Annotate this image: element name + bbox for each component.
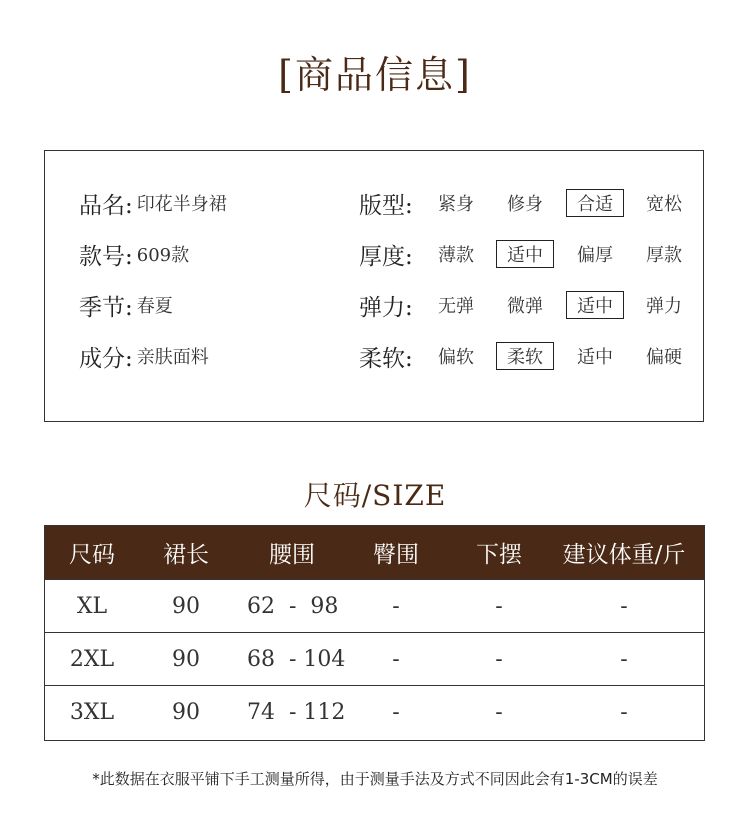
table-cell: - bbox=[620, 699, 628, 725]
table-cell: XL bbox=[76, 593, 108, 619]
measurement-footnote: *此数据在衣服平铺下手工测量所得，由于测量手法及方式不同因此会有1-3CM的误差 bbox=[92, 770, 658, 788]
info-key: 弹力: bbox=[359, 294, 413, 321]
table-cell: - bbox=[392, 646, 400, 672]
table-cell: 62 - 98 bbox=[247, 593, 339, 619]
option-item: 修身 bbox=[507, 194, 543, 215]
table-row bbox=[45, 579, 704, 632]
info-right-pair bbox=[359, 234, 413, 274]
info-left-pair bbox=[79, 336, 209, 376]
info-key: 品名: bbox=[79, 192, 133, 219]
table-cell: 90 bbox=[172, 699, 200, 725]
info-left-pair bbox=[79, 234, 189, 274]
option-item: 弹力 bbox=[646, 296, 682, 317]
page-title: [商品信息] bbox=[278, 53, 472, 97]
option-item-selected: 适中 bbox=[566, 291, 624, 319]
product-info-box bbox=[44, 150, 704, 422]
info-row bbox=[45, 336, 703, 376]
option-item: 偏厚 bbox=[577, 245, 613, 266]
option-item: 薄款 bbox=[438, 245, 474, 266]
info-right-pair bbox=[359, 336, 413, 376]
column-header: 腰围 bbox=[269, 542, 315, 568]
table-cell: 68 - 104 bbox=[247, 646, 346, 672]
column-header: 尺码 bbox=[69, 542, 115, 568]
column-header: 下摆 bbox=[476, 542, 522, 568]
table-header bbox=[45, 526, 704, 579]
option-item: 紧身 bbox=[438, 194, 474, 215]
column-header: 建议体重/斤 bbox=[562, 542, 686, 568]
table-row bbox=[45, 632, 704, 685]
info-right-pair bbox=[359, 183, 413, 223]
option-item-selected: 适中 bbox=[496, 240, 554, 268]
info-value: 春夏 bbox=[136, 296, 173, 317]
table-row bbox=[45, 685, 704, 738]
table-cell: - bbox=[392, 593, 400, 619]
size-section-title: 尺码/SIZE bbox=[303, 479, 447, 512]
info-value: 印花半身裙 bbox=[136, 194, 227, 215]
option-item: 厚款 bbox=[646, 245, 682, 266]
info-key: 季节: bbox=[79, 294, 133, 321]
info-value: 亲肤面料 bbox=[136, 347, 209, 368]
table-cell: 90 bbox=[172, 646, 200, 672]
column-header: 裙长 bbox=[163, 542, 209, 568]
info-key: 柔软: bbox=[359, 345, 413, 372]
option-item-selected: 柔软 bbox=[496, 342, 554, 370]
table-cell: 3XL bbox=[69, 699, 115, 725]
table-cell: - bbox=[495, 646, 503, 672]
info-right-pair bbox=[359, 285, 413, 325]
table-cell: - bbox=[392, 699, 400, 725]
info-value: 609款 bbox=[136, 245, 190, 266]
info-row bbox=[45, 234, 703, 274]
table-cell: 74 - 112 bbox=[247, 699, 346, 725]
option-item: 适中 bbox=[577, 347, 613, 368]
option-item: 宽松 bbox=[646, 194, 682, 215]
info-key: 成分: bbox=[79, 345, 133, 372]
option-item: 微弹 bbox=[507, 296, 543, 317]
column-header: 臀围 bbox=[373, 542, 419, 568]
option-item: 无弹 bbox=[438, 296, 474, 317]
table-cell: - bbox=[620, 593, 628, 619]
info-left-pair bbox=[79, 183, 227, 223]
table-cell: - bbox=[620, 646, 628, 672]
option-item: 偏软 bbox=[438, 347, 474, 368]
info-key: 款号: bbox=[79, 243, 133, 270]
info-left-pair bbox=[79, 285, 173, 325]
size-table bbox=[44, 525, 705, 741]
table-cell: - bbox=[495, 699, 503, 725]
info-row bbox=[45, 183, 703, 223]
info-key: 厚度: bbox=[359, 243, 413, 270]
option-item-selected: 合适 bbox=[566, 189, 624, 217]
info-row bbox=[45, 285, 703, 325]
info-key: 版型: bbox=[359, 192, 413, 219]
table-cell: 90 bbox=[172, 593, 200, 619]
option-item: 偏硬 bbox=[646, 347, 682, 368]
table-cell: - bbox=[495, 593, 503, 619]
table-cell: 2XL bbox=[69, 646, 115, 672]
